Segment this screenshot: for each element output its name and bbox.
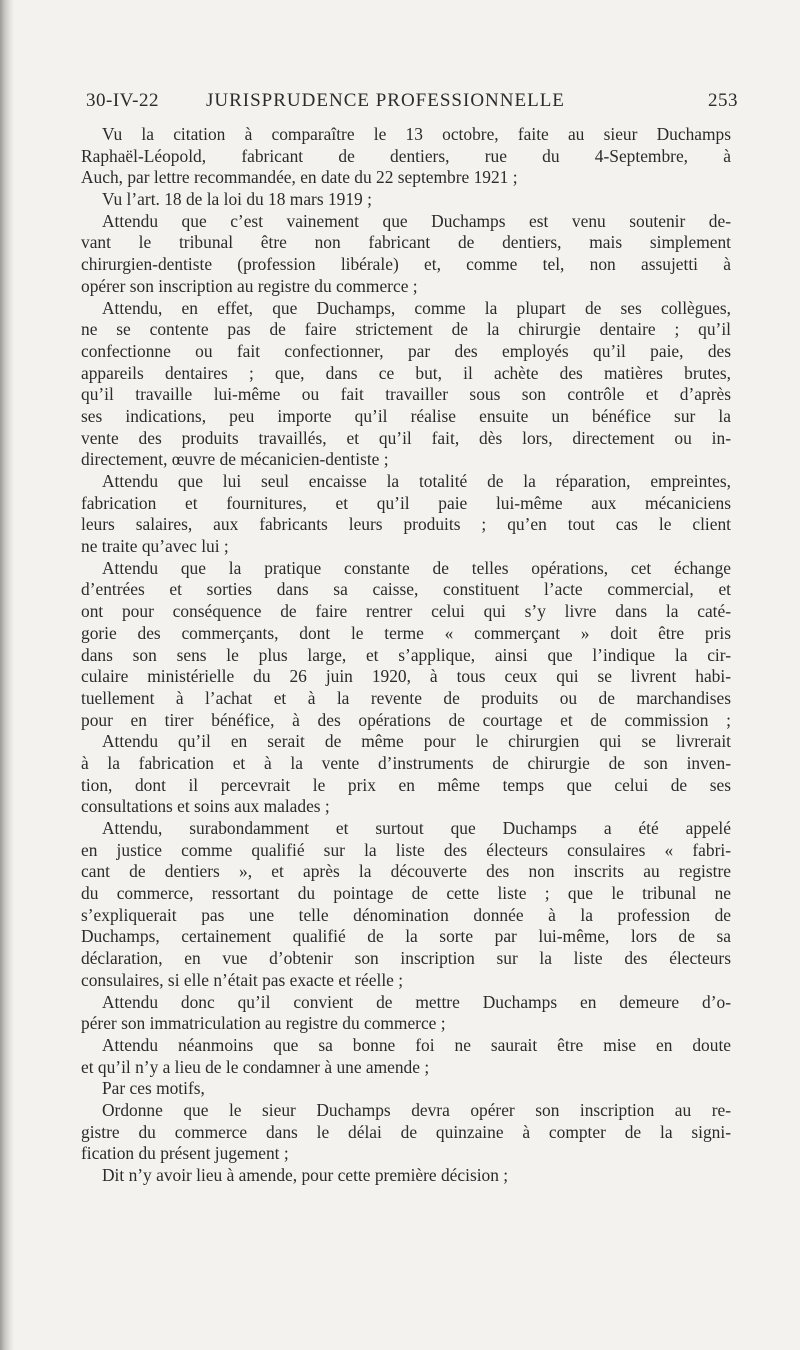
text-line: à la fabrication et à la vente d’instruments de chirurgie de son inven- (81, 752, 731, 773)
text-line: Duchamps, certainement qualifié de la sorte par lui-même, lors de sa (81, 926, 731, 947)
text-line: ont pour conséquence de faire rentrer celui qui s’y livre dans la caté- (81, 601, 731, 622)
text-line: Par ces motifs, (102, 1078, 205, 1099)
text-line: s’expliquerait pas une telle dénomination donnée à la profession de (81, 904, 731, 925)
text-line: Ordonne que le sieur Duchamps devra opérer son inscription au re- (102, 1099, 731, 1120)
text-line: tion, dont il percevrait le prix en même temps que celui de ses (81, 774, 731, 795)
text-line: en justice comme qualifié sur la liste des électeurs consulaires « fabri- (81, 839, 731, 860)
text-line: Attendu que la pratique constante de telles opérations, cet échange (102, 557, 731, 578)
text-line: consulaires, si elle n’était pas exacte et réelle ; (81, 969, 404, 990)
text-line: Attendu, en effet, que Duchamps, comme la plupart de ses collègues, (102, 297, 731, 318)
text-line: Attendu néanmoins que sa bonne foi ne saurait être mise en doute (102, 1034, 731, 1055)
body-text (81, 124, 731, 1187)
header-date: 30-IV-22 (86, 90, 159, 111)
text-line: gistre du commerce dans le délai de quinzaine à compter de la signi- (81, 1121, 731, 1142)
text-line: consultations et soins aux malades ; (81, 796, 330, 817)
text-line: chirurgien-dentiste (profession libérale) et, comme tel, non assujetti à (81, 254, 731, 275)
text-line: déclaration, en vue d’obtenir son inscription sur la liste des électeurs (81, 948, 731, 969)
text-line: opérer son inscription au registre du commerce ; (81, 275, 418, 296)
text-line: vant le tribunal être non fabricant de dentiers, mais simplement (81, 232, 731, 253)
text-line: Vu la citation à comparaître le 13 octobre, faite au sieur Duchamps (102, 124, 731, 144)
text-line: Raphaël-Léopold, fabricant de dentiers, rue du 4-Septembre, à (81, 145, 731, 166)
text-line: directement, œuvre de mécanicien-dentiste ; (81, 449, 389, 470)
text-line: appareils dentaires ; que, dans ce but, il achète des matières brutes, (81, 362, 731, 383)
text-line: leurs salaires, aux fabricants leurs produits ; qu’en tout cas le client (81, 514, 731, 535)
text-line: qu’il travaille lui-même ou fait travailler sous son contrôle et d’après (81, 384, 731, 405)
text-line: Attendu que c’est vainement que Duchamps est venu soutenir de- (102, 210, 731, 231)
running-head (86, 90, 738, 120)
text-line: dans son sens le plus large, et s’applique, ainsi que l’indique la cir- (81, 644, 731, 665)
text-line: vente des produits travaillés, et qu’il fait, dès lors, directement ou in- (81, 427, 731, 448)
text-line: ne traite qu’avec lui ; (81, 536, 229, 557)
text-line: Attendu qu’il en serait de même pour le chirurgien qui se livrerait (102, 731, 731, 752)
text-line: fication du présent jugement ; (81, 1143, 289, 1164)
text-line: du commerce, ressortant du pointage de cette liste ; que le tribunal ne (81, 883, 731, 904)
header-title: JURISPRUDENCE PROFESSIONNELLE (206, 90, 565, 111)
text-line: confectionne ou fait confectionner, par des employés qu’il paie, des (81, 340, 731, 361)
text-line: gorie des commerçants, dont le terme « commerçant » doit être pris (81, 622, 731, 643)
text-line: ne se contente pas de faire strictement de la chirurgie dentaire ; qu’il (81, 319, 731, 340)
text-line: cant de dentiers », et après la découverte des non inscrits au registre (81, 861, 731, 882)
text-line: tuellement à l’achat et à la revente de produits ou de marchandises (81, 687, 731, 708)
page-edge-shadow (0, 0, 14, 1350)
text-line: Auch, par lettre recommandée, en date du 22 septembre 1921 ; (81, 167, 518, 188)
text-line: Dit n’y avoir lieu à amende, pour cette première décision ; (102, 1165, 509, 1185)
text-line: pour en tirer bénéfice, à des opérations de courtage et de commission ; (81, 709, 731, 730)
text-line: Attendu que lui seul encaisse la totalité de la réparation, empreintes, (102, 471, 731, 491)
text-line: fabrication et fournitures, et qu’il paie lui-même aux mécaniciens (81, 492, 731, 513)
text-line: culaire ministérielle du 26 juin 1920, à tous ceux qui se livrent habi- (81, 666, 731, 687)
text-line: Attendu, surabondamment et surtout que Duchamps a été appelé (102, 818, 731, 838)
text-line: et qu’il n’y a lieu de le condamner à une amende ; (81, 1056, 430, 1077)
text-line: ses indications, peu importe qu’il réalise ensuite un bénéfice sur la (81, 405, 731, 426)
text-line: Vu l’art. 18 de la loi du 18 mars 1919 ; (102, 189, 372, 210)
text-line: d’entrées et sorties dans sa caisse, constituent l’acte commercial, et (81, 579, 731, 600)
text-line: Attendu donc qu’il convient de mettre Duchamps en demeure d’o- (102, 991, 731, 1012)
page-number: 253 (708, 90, 738, 111)
text-line: pérer son immatriculation au registre du commerce ; (81, 1013, 446, 1034)
